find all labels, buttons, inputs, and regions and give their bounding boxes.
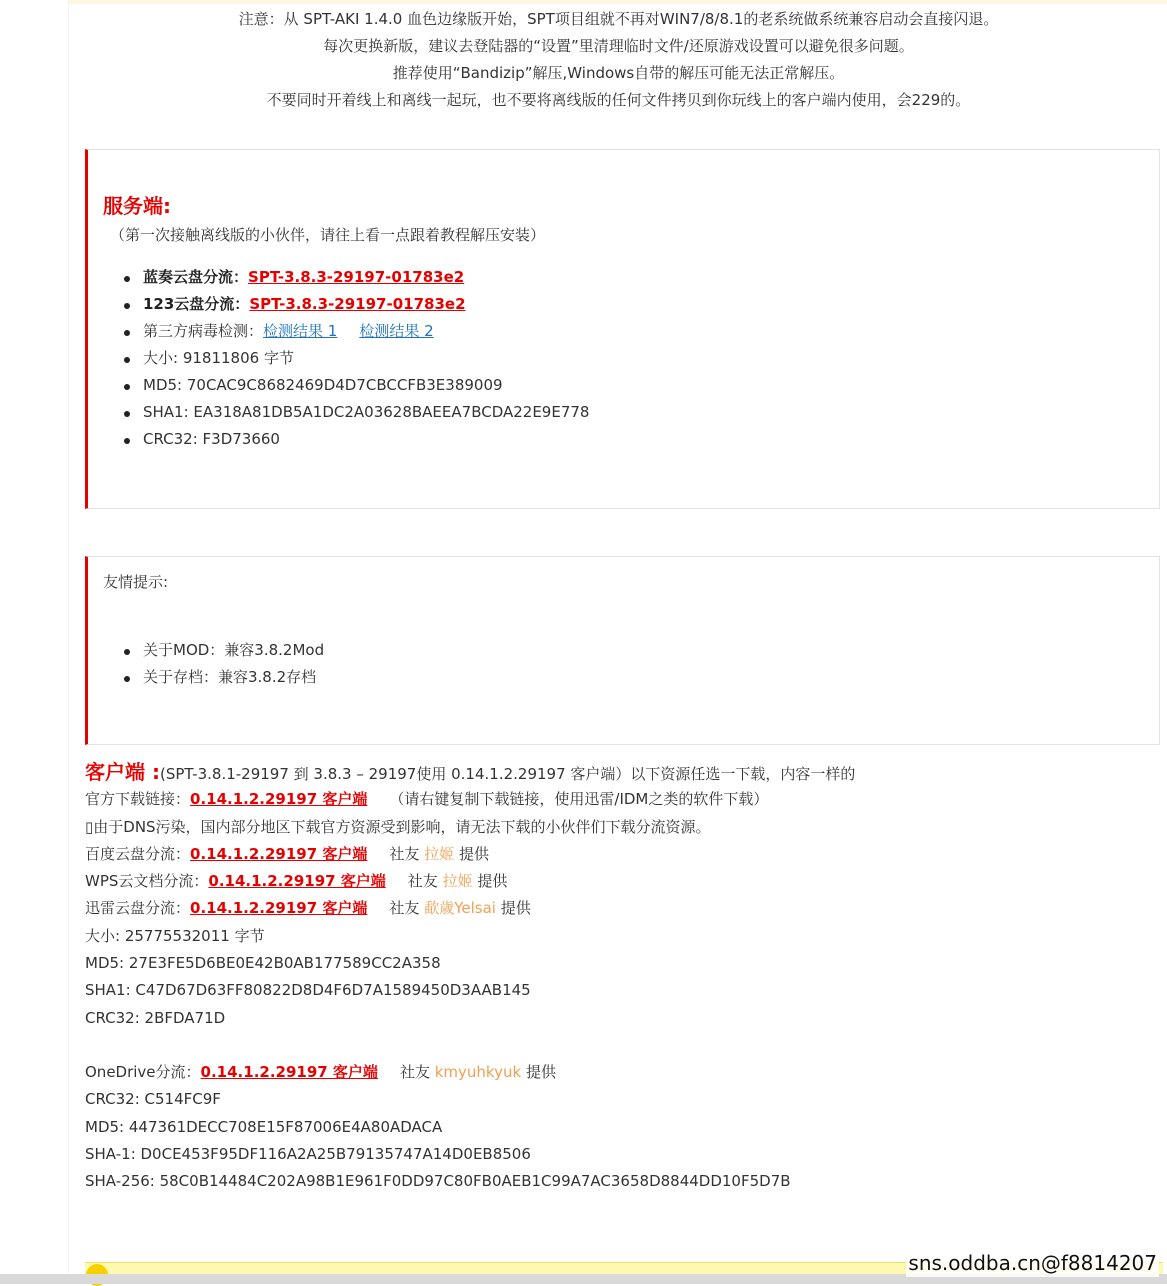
onedrive-row (85, 1059, 1160, 1086)
onedrive-sha1: SHA-1: D0CE453F95DF116A2A25B79135747A14D0EB8506 (85, 1144, 531, 1163)
list-item (143, 264, 589, 291)
notice-line: 注意：从 SPT-AKI 1.4.0 血色边缘版开始，SPT项目组就不再对WIN7/8/8.1的老系统做系统兼容启动会直接闪退。 (238, 10, 999, 28)
xunlei-download-link[interactable]: 0.14.1.2.29197 客户端 (190, 899, 368, 918)
credit-suffix: 提供 (477, 872, 508, 891)
credit-suffix: 提供 (525, 1062, 556, 1081)
tip-mod: 关于MOD：兼容3.8.2Mod (143, 641, 325, 659)
spacer (85, 1032, 1160, 1059)
server-md5: MD5: 70CAC9C8682469D4D7CBCCFB3E389009 (143, 376, 503, 394)
notice-line: 推荐使用“Bandizip”解压,Windows自带的解压可能无法正常解压。 (392, 64, 845, 82)
list-item (143, 372, 589, 399)
tips-box (85, 556, 1160, 745)
list-item (143, 399, 589, 426)
server-download-box (85, 149, 1160, 509)
official-row (85, 786, 1160, 813)
credit-prefix: 社友 (389, 844, 420, 863)
wps-label: WPS云文档分流： (85, 872, 209, 891)
watermark: sns.oddba.cn@f8814207 (908, 1251, 1157, 1275)
baidu-download-link[interactable]: 0.14.1.2.29197 客户端 (190, 844, 368, 863)
official-label: 官方下载链接： (85, 790, 191, 809)
notice-line: 不要同时开着线上和离线一起玩，也不要将离线版的任何文件拷贝到你玩线上的客户端内使用，会229的。 (266, 91, 971, 109)
client-size: 大小: 25775532011 字节 (85, 926, 265, 945)
notice-block (70, 6, 1167, 114)
pan123-label: 123云盘分流： (143, 295, 250, 313)
tip-save: 关于存档：兼容3.8.2存档 (143, 668, 317, 686)
credit-prefix: 社友 (389, 899, 420, 918)
left-gutter (0, 0, 69, 1284)
missing-glyph-icon: ▯ (85, 817, 94, 836)
list-item (143, 426, 589, 453)
client-header (85, 759, 1160, 786)
baidu-row (85, 841, 1160, 868)
virus-check-label: 第三方病毒检测： (143, 322, 264, 340)
client-section (85, 759, 1160, 1195)
server-title: 服务端: (103, 194, 171, 218)
notice-line: 每次更换新版，建议去登陆器的“设置”里清理临时文件/还原游戏设置可以避免很多问题。 (323, 37, 914, 55)
dns-note: 由于DNS污染，国内部分地区下载官方资源受到影响，请无法下载的小伙伴们下载分流资源。 (93, 817, 711, 836)
list-item (143, 291, 589, 318)
credit-prefix: 社友 (407, 872, 438, 891)
official-note: （请右键复制下载链接，使用迅雷/IDM之类的软件下载） (389, 790, 769, 809)
virus-result-link-2[interactable]: 检测结果 2 (359, 322, 434, 340)
onedrive-crc32: CRC32: C514FC9F (85, 1090, 221, 1109)
onedrive-label: OneDrive分流： (85, 1062, 201, 1081)
credit-user[interactable]: 拉姬 (424, 844, 455, 863)
credit-user[interactable]: 拉姬 (442, 872, 473, 891)
client-sha1: SHA1: C47D67D63FF80822D8D4F6D7A1589450D3AAB145 (85, 981, 531, 1000)
server-size: 大小: 91811806 字节 (143, 349, 294, 367)
official-download-link[interactable]: 0.14.1.2.29197 客户端 (190, 790, 368, 809)
dns-note-row (85, 814, 1160, 841)
lanzou-download-link[interactable]: SPT-3.8.3-29197-01783e2 (248, 268, 465, 286)
credit-prefix: 社友 (399, 1062, 430, 1081)
onedrive-md5: MD5: 447361DECC708E15F87006E4A80ADACA (85, 1117, 443, 1136)
list-item (143, 637, 324, 664)
list-item (143, 318, 589, 345)
server-subtitle: （第一次接触离线版的小伙伴，请往上看一点跟着教程解压安装） (110, 226, 546, 244)
credit-user[interactable]: kmyuhkyuk (434, 1062, 522, 1081)
client-title-desc: (SPT-3.8.1-29197 到 3.8.3 – 29197使用 0.14.1.2.29197 客户端）以下资源任选一下载，内容一样的 (159, 765, 856, 783)
list-item (143, 664, 324, 691)
server-sha1: SHA1: EA318A81DB5A1DC2A03628BAEEA7BCDA22E9E778 (143, 403, 590, 421)
lanzou-label: 蓝奏云盘分流： (143, 268, 249, 286)
wps-row (85, 868, 1160, 895)
baidu-label: 百度云盘分流： (85, 844, 191, 863)
credit-suffix: 提供 (459, 844, 490, 863)
tips-list (143, 637, 324, 691)
xunlei-label: 迅雷云盘分流： (85, 899, 191, 918)
client-md5: MD5: 27E3FE5D6BE0E42B0AB177589CC2A358 (85, 954, 441, 973)
list-item (143, 345, 589, 372)
tips-title: 友情提示: (103, 573, 169, 591)
server-info-list (143, 264, 589, 453)
onedrive-sha256: SHA-256: 58C0B14484C202A98B1E961F0DD97C80FB0AEB1C99A7AC3658D8844DD10F5D7B (85, 1172, 791, 1191)
onedrive-download-link[interactable]: 0.14.1.2.29197 客户端 (200, 1062, 378, 1081)
pan123-download-link[interactable]: SPT-3.8.3-29197-01783e2 (249, 295, 466, 313)
server-crc32: CRC32: F3D73660 (143, 430, 280, 448)
virus-result-link-1[interactable]: 检测结果 1 (263, 322, 338, 340)
client-crc32: CRC32: 2BFDA71D (85, 1008, 226, 1027)
credit-user[interactable]: 歃歳Yelsai (424, 899, 496, 918)
xunlei-row (85, 895, 1160, 922)
top-strip (0, 0, 1167, 4)
credit-suffix: 提供 (500, 899, 531, 918)
client-title: 客户端 : (85, 760, 160, 784)
wps-download-link[interactable]: 0.14.1.2.29197 客户端 (208, 872, 386, 891)
